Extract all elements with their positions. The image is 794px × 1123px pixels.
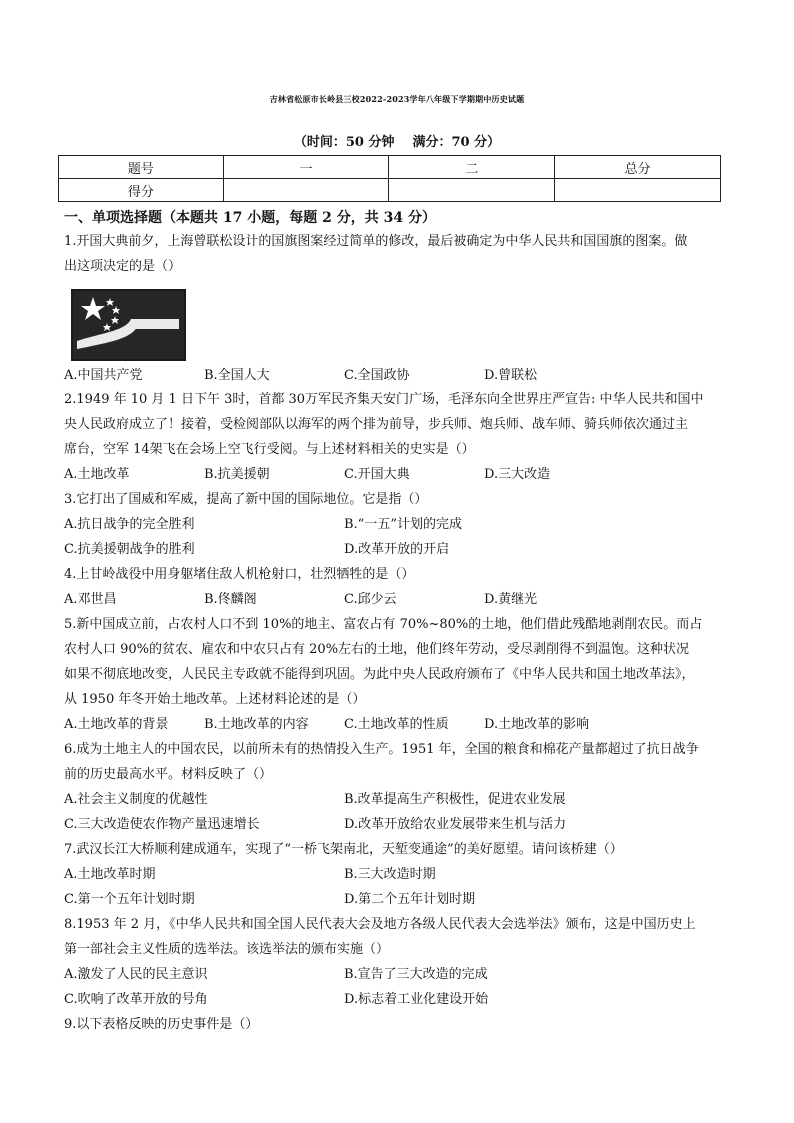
question-4-option-d[interactable]: D.黄继光: [484, 592, 538, 607]
exam-title: 吉林省松原市长岭县三校2022-2023学年八年级下学期期中历史试题: [269, 94, 525, 104]
question-8-line-2: 第一部社会主义性质的选举法。该选举法的颁布实施（）: [64, 942, 390, 957]
question-8-option-c[interactable]: C.吹响了改革开放的号角: [64, 992, 208, 1007]
question-7-option-d[interactable]: D.第二个五年计划时期: [344, 892, 476, 907]
question-8-option-d[interactable]: D.标志着工业化建设开始: [344, 992, 489, 1007]
question-2-option-b[interactable]: B.抗美援朝: [204, 467, 270, 482]
question-2-option-c[interactable]: C.开国大典: [344, 467, 410, 482]
score-table-score-row: [59, 179, 721, 202]
question-8-option-a[interactable]: A.激发了人民的民主意识: [64, 967, 208, 982]
section-title: 一、单项选择题（本题共 17 小题，每题 2 分，共 34 分）: [64, 210, 436, 226]
question-5-line-3: 如果不彻底地改变，人民民主专政就不能得到巩固。为此中央人民政府颁布了《中华人民共和国土地改革法》，: [64, 667, 695, 682]
score-cell-part2[interactable]: [389, 179, 555, 202]
question-6-option-a[interactable]: A.社会主义制度的优越性: [64, 792, 208, 807]
question-3-line-1: 3.它打出了国威和军威，提高了新中国的国际地位。它是指（）: [64, 492, 428, 507]
question-1-line-2: 出这项决定的是（）: [64, 259, 182, 274]
question-3-option-c[interactable]: C.抗美援朝战争的胜利: [64, 542, 195, 557]
question-4-option-a[interactable]: A.邓世昌: [64, 592, 117, 607]
question-6-option-d[interactable]: D.改革开放给农业发展带来生机与活力: [344, 817, 567, 832]
score-table: [58, 155, 721, 202]
question-4-line-1: 4.上甘岭战役中用身躯堵住敌人机枪射口，壮烈牺牲的是（）: [64, 567, 415, 582]
question-5-line-1: 5.新中国成立前，占农村人口不到 10%的地主、富农占有 70%~80%的土地，他们借此残酷地剥削农民。而占: [64, 617, 703, 632]
question-7-option-c[interactable]: C.第一个五年计划时期: [64, 892, 195, 907]
exam-time: （时间：50 分钟: [293, 135, 395, 150]
question-9-line-1: 9.以下表格反映的历史事件是（）: [64, 1017, 259, 1032]
question-8-option-b[interactable]: B.宣告了三大改造的完成: [344, 967, 488, 982]
question-6-option-c[interactable]: C.三大改造使农作物产量迅速增长: [64, 817, 260, 832]
score-header-part1: 一: [223, 156, 389, 179]
question-5-line-2: 农村人口 90%的贫农、雇农和中农只占有 20%左右的土地，他们终年劳动，受尽剥削得不到温饱。这种状况: [64, 642, 690, 657]
question-1-option-c[interactable]: C.全国政协: [344, 368, 410, 383]
exam-score: 满分：70 分）: [412, 135, 501, 150]
question-2-line-1: 2.1949 年 10 月 1 日下午 3时，首都 30万军民齐集天安门广场，毛泽东向全世界庄严宣告: 中华人民共和国中: [64, 392, 704, 407]
score-cell-part1[interactable]: [223, 179, 389, 202]
question-2-option-a[interactable]: A.土地改革: [64, 467, 130, 482]
score-cell-total[interactable]: [555, 179, 721, 202]
exam-subtitle: [0, 131, 794, 150]
question-2-line-2: 央人民政府成立了！接着，受检阅部队以海军的两个排为前导，步兵师、炮兵师、战车师、骑兵师依次通过主: [64, 417, 689, 432]
question-3-option-b[interactable]: B.“一五”计划的完成: [344, 517, 462, 532]
score-header-part2: 二: [389, 156, 555, 179]
question-7-option-a[interactable]: A.土地改革时期: [64, 867, 156, 882]
question-3-option-a[interactable]: A.抗日战争的完全胜利: [64, 517, 195, 532]
question-5-option-d[interactable]: D.土地改革的影响: [484, 717, 590, 732]
question-1-option-b[interactable]: B.全国人大: [204, 368, 270, 383]
question-1-option-d[interactable]: D.曾联松: [484, 368, 538, 383]
question-5-option-c[interactable]: C.土地改革的性质: [344, 717, 449, 732]
question-6-line-2: 前的历史最高水平。材料反映了（）: [64, 767, 273, 782]
score-table-header-row: [59, 156, 721, 179]
question-1-line-1: 1.开国大典前夕，上海曾联松设计的国旗图案经过简单的修改，最后被确定为中华人民共和国国旗的图案。做: [64, 234, 688, 249]
score-header-number: 题号: [59, 156, 224, 179]
question-1-option-a[interactable]: A.中国共产党: [64, 368, 143, 383]
question-6-option-b[interactable]: B.改革提高生产积极性，促进农业发展: [344, 792, 566, 807]
question-5-option-a[interactable]: A.土地改革的背景: [64, 717, 169, 732]
question-5-option-b[interactable]: B.土地改革的内容: [204, 717, 309, 732]
question-4-option-c[interactable]: C.邱少云: [344, 592, 397, 607]
question-2-option-d[interactable]: D.三大改造: [484, 467, 551, 482]
score-row-label: 得分: [59, 179, 224, 202]
question-8-line-1: 8.1953 年 2 月，《中华人民共和国全国人民代表大会及地方各级人民代表大会选举法》颁布，这是中国历史上: [64, 917, 696, 932]
question-3-option-d[interactable]: D.改革开放的开启: [344, 542, 450, 557]
question-7-option-b[interactable]: B.三大改造时期: [344, 867, 436, 882]
flag-draft-icon: [71, 289, 186, 361]
question-4-option-b[interactable]: B.佟麟阁: [204, 592, 257, 607]
score-header-total: 总分: [555, 156, 721, 179]
question-7-line-1: 7.武汉长江大桥顺利建成通车，实现了“一桥飞架南北，天堑变通途”的美好愿望。请问该桥建（）: [64, 842, 623, 857]
question-5-line-4: 从 1950 年冬开始土地改革。上述材料论述的是（）: [64, 692, 366, 707]
question-2-line-3: 席台，空军 14架飞在会场上空飞行受阅。与上述材料相关的史实是（）: [64, 442, 475, 457]
question-6-line-1: 6.成为土地主人的中国农民，以前所未有的热情投入生产。1951 年，全国的粮食和棉花产量都超过了抗日战争: [64, 742, 699, 757]
